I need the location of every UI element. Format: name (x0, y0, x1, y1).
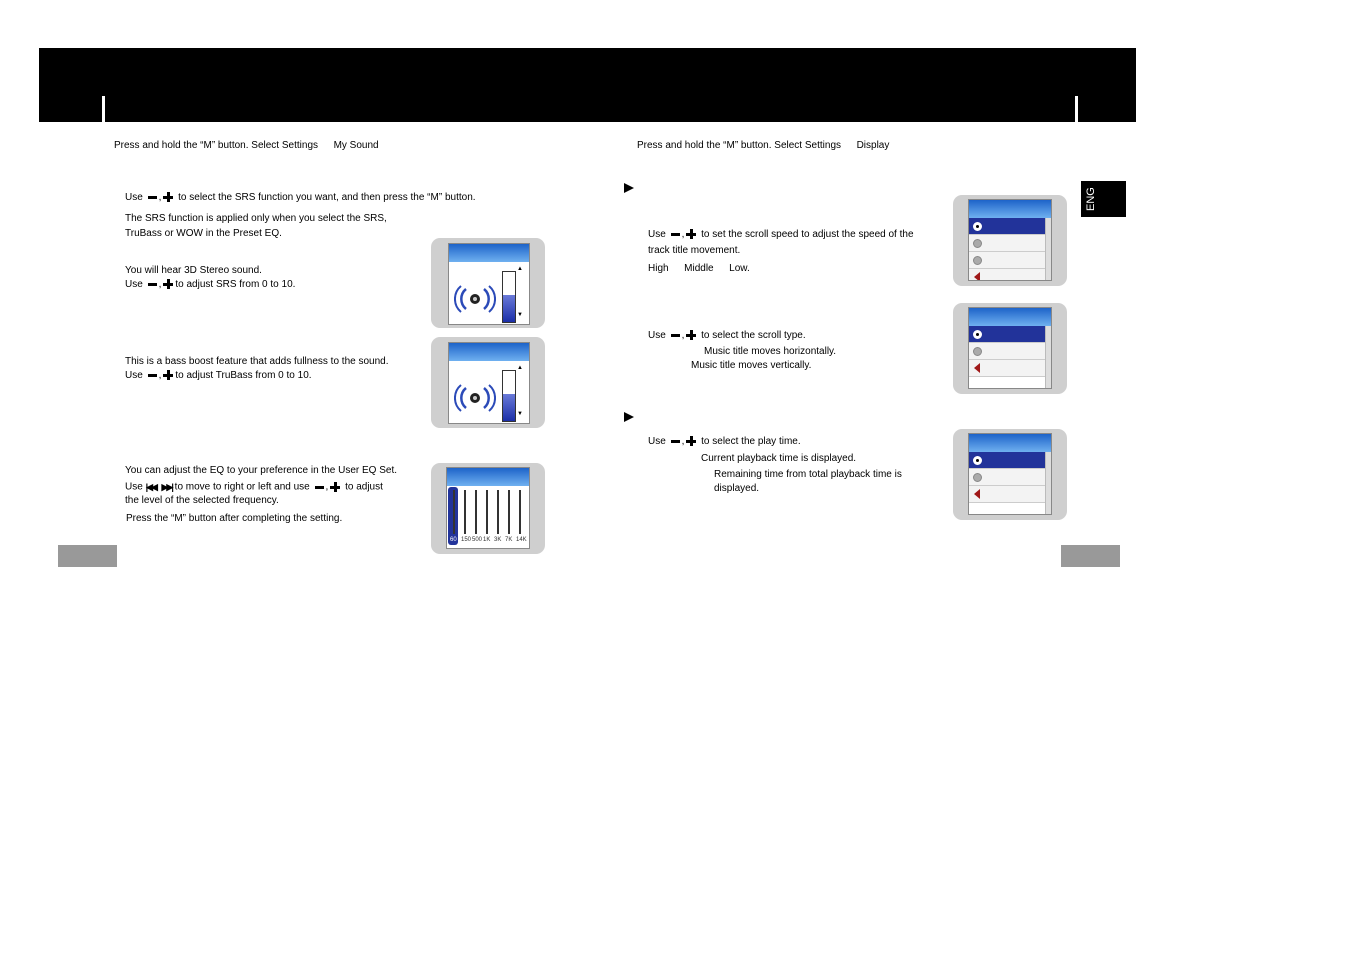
speaker-icon (454, 383, 496, 413)
srs-note-line1: The SRS function is applied only when you select the SRS, (125, 213, 387, 224)
radio-icon (973, 256, 982, 265)
plus-icon (330, 482, 340, 492)
srs-level-fill (503, 295, 515, 323)
minus-icon (671, 334, 680, 337)
play-time-remaining-line2: displayed. (714, 483, 760, 494)
eq-finish: Press the “M” button after completing the setting. (126, 513, 343, 524)
scroll-type-screen (953, 303, 1067, 394)
play-time-remaining-line1: Remaining time from total playback time is (714, 469, 902, 480)
eq-screen-display (446, 467, 530, 549)
header-bar (39, 48, 1136, 122)
radio-selected-icon (973, 330, 982, 339)
menu-option-low[interactable] (969, 252, 1045, 269)
trubass-screen-display (448, 342, 530, 424)
trubass-level-fill (503, 394, 515, 422)
radio-selected-icon (973, 222, 982, 231)
eq-band-label: 3K (494, 537, 502, 543)
eq-slider[interactable] (497, 490, 499, 534)
trubass-level-bar (502, 370, 516, 422)
scroll-type-screen-display (968, 307, 1052, 389)
eq-band-label: 150 (461, 537, 472, 543)
minus-icon (148, 196, 157, 199)
eq-band-label: 1K (483, 537, 491, 543)
scroll-type-horizontal: Music title moves horizontally. (704, 346, 837, 357)
eq-adjust: Use |◀◀, ▶▶| to move to right or left and use , to adjust (125, 481, 383, 493)
breadcrumb-target: Display (856, 140, 890, 151)
eq-slider[interactable] (486, 490, 488, 534)
language-tab (1081, 181, 1126, 217)
eq-slider[interactable] (519, 490, 521, 534)
srs-screen (431, 238, 545, 328)
menu-back[interactable] (969, 486, 1045, 503)
plus-icon (163, 192, 173, 202)
up-arrow-icon: ▲ (517, 266, 523, 272)
eq-screen (431, 463, 545, 554)
scroll-type-text: Use , to select the scroll type. (648, 330, 806, 341)
minus-icon (148, 283, 157, 286)
screen-title-bar (447, 468, 529, 486)
srs-intro: Use , to select the SRS function you want, and then press the “M” button. (125, 192, 476, 203)
plus-icon (686, 436, 696, 446)
back-arrow-icon (974, 272, 980, 281)
play-time-screen-display (968, 433, 1052, 515)
breadcrumb-prefix: Press and hold the “M” button. Select Settings (114, 140, 318, 151)
plus-icon (686, 229, 696, 239)
down-arrow-icon: ▼ (517, 411, 523, 417)
plus-icon (163, 370, 173, 380)
skip-back-icon: |◀◀ (145, 482, 156, 492)
eq-slider[interactable] (508, 490, 510, 534)
menu-back[interactable] (969, 360, 1045, 377)
eq-slider[interactable] (475, 490, 477, 534)
breadcrumb-prefix: Press and hold the “M” button. Select Settings (637, 140, 841, 151)
plus-icon (163, 279, 173, 289)
screen-title-bar (969, 200, 1051, 218)
screen-title-bar (449, 244, 529, 262)
scrollbar[interactable] (1045, 452, 1051, 514)
minus-icon (671, 440, 680, 443)
up-arrow-icon: ▲ (517, 365, 523, 371)
scroll-speed-screen-display (968, 199, 1052, 281)
eq-slider[interactable] (453, 490, 455, 534)
right-breadcrumb (637, 139, 889, 153)
bullet-arrow-icon (624, 412, 634, 422)
eq-adjust-line2: the level of the selected frequency. (125, 495, 279, 506)
scrollbar[interactable] (1045, 326, 1051, 388)
srs-desc: You will hear 3D Stereo sound. (125, 265, 262, 276)
screen-title-bar (969, 434, 1051, 452)
menu-option-remaintime[interactable] (969, 469, 1045, 486)
menu-option-horizontal[interactable] (969, 326, 1045, 343)
scrollbar[interactable] (1045, 218, 1051, 280)
radio-icon (973, 239, 982, 248)
minus-icon (671, 233, 680, 236)
scroll-speed-line2: track title movement. (648, 245, 741, 256)
radio-selected-icon (973, 456, 982, 465)
minus-icon (148, 374, 157, 377)
scroll-speed-text: Use , to set the scroll speed to adjust the speed of the (648, 229, 914, 240)
language-tab-label: ENG (1085, 187, 1097, 211)
eq-desc: You can adjust the EQ to your preference in the User EQ Set. (125, 465, 398, 476)
back-arrow-icon (974, 363, 980, 373)
srs-adjust: Use , to adjust SRS from 0 to 10. (125, 279, 296, 290)
srs-level-bar (502, 271, 516, 323)
bullet-arrow-icon (624, 183, 634, 193)
header-divider-left (102, 96, 105, 122)
menu-option-middle[interactable] (969, 235, 1045, 252)
srs-screen-display (448, 243, 530, 325)
header-divider-right (1075, 96, 1078, 122)
skip-forward-icon: ▶▶| (161, 482, 172, 492)
left-breadcrumb (114, 139, 379, 153)
page-tab-left (58, 545, 117, 567)
eq-slider[interactable] (464, 490, 466, 534)
play-time-text: Use , to select the play time. (648, 436, 801, 447)
down-arrow-icon: ▼ (517, 312, 523, 318)
menu-option-vertical[interactable] (969, 343, 1045, 360)
play-time-screen (953, 429, 1067, 520)
srs-note-line2: TruBass or WOW in the Preset EQ. (125, 228, 282, 239)
radio-icon (973, 473, 982, 482)
back-arrow-icon (974, 489, 980, 499)
eq-band-label: 500 (472, 537, 483, 543)
speaker-icon (454, 284, 496, 314)
play-time-current: Current playback time is displayed. (701, 453, 857, 464)
scroll-speed-options: High Middle Low. (648, 263, 750, 274)
screen-title-bar (449, 343, 529, 361)
radio-icon (973, 347, 982, 356)
menu-back[interactable] (969, 269, 1045, 281)
menu-option-playtime[interactable] (969, 452, 1045, 469)
eq-band-label: 60 (450, 537, 457, 543)
screen-title-bar (969, 308, 1051, 326)
trubass-screen (431, 337, 545, 428)
page-tab-right (1061, 545, 1120, 567)
eq-band-label: 7K (505, 537, 513, 543)
scroll-speed-screen (953, 195, 1067, 286)
scroll-type-vertical: Music title moves vertically. (691, 360, 812, 371)
breadcrumb-target: My Sound (333, 140, 379, 151)
trubass-adjust: Use , to adjust TruBass from 0 to 10. (125, 370, 312, 381)
trubass-desc: This is a bass boost feature that adds fullness to the sound. (125, 356, 389, 367)
menu-option-high[interactable] (969, 218, 1045, 235)
plus-icon (686, 330, 696, 340)
eq-band-label: 14K (516, 537, 527, 543)
minus-icon (315, 486, 324, 489)
